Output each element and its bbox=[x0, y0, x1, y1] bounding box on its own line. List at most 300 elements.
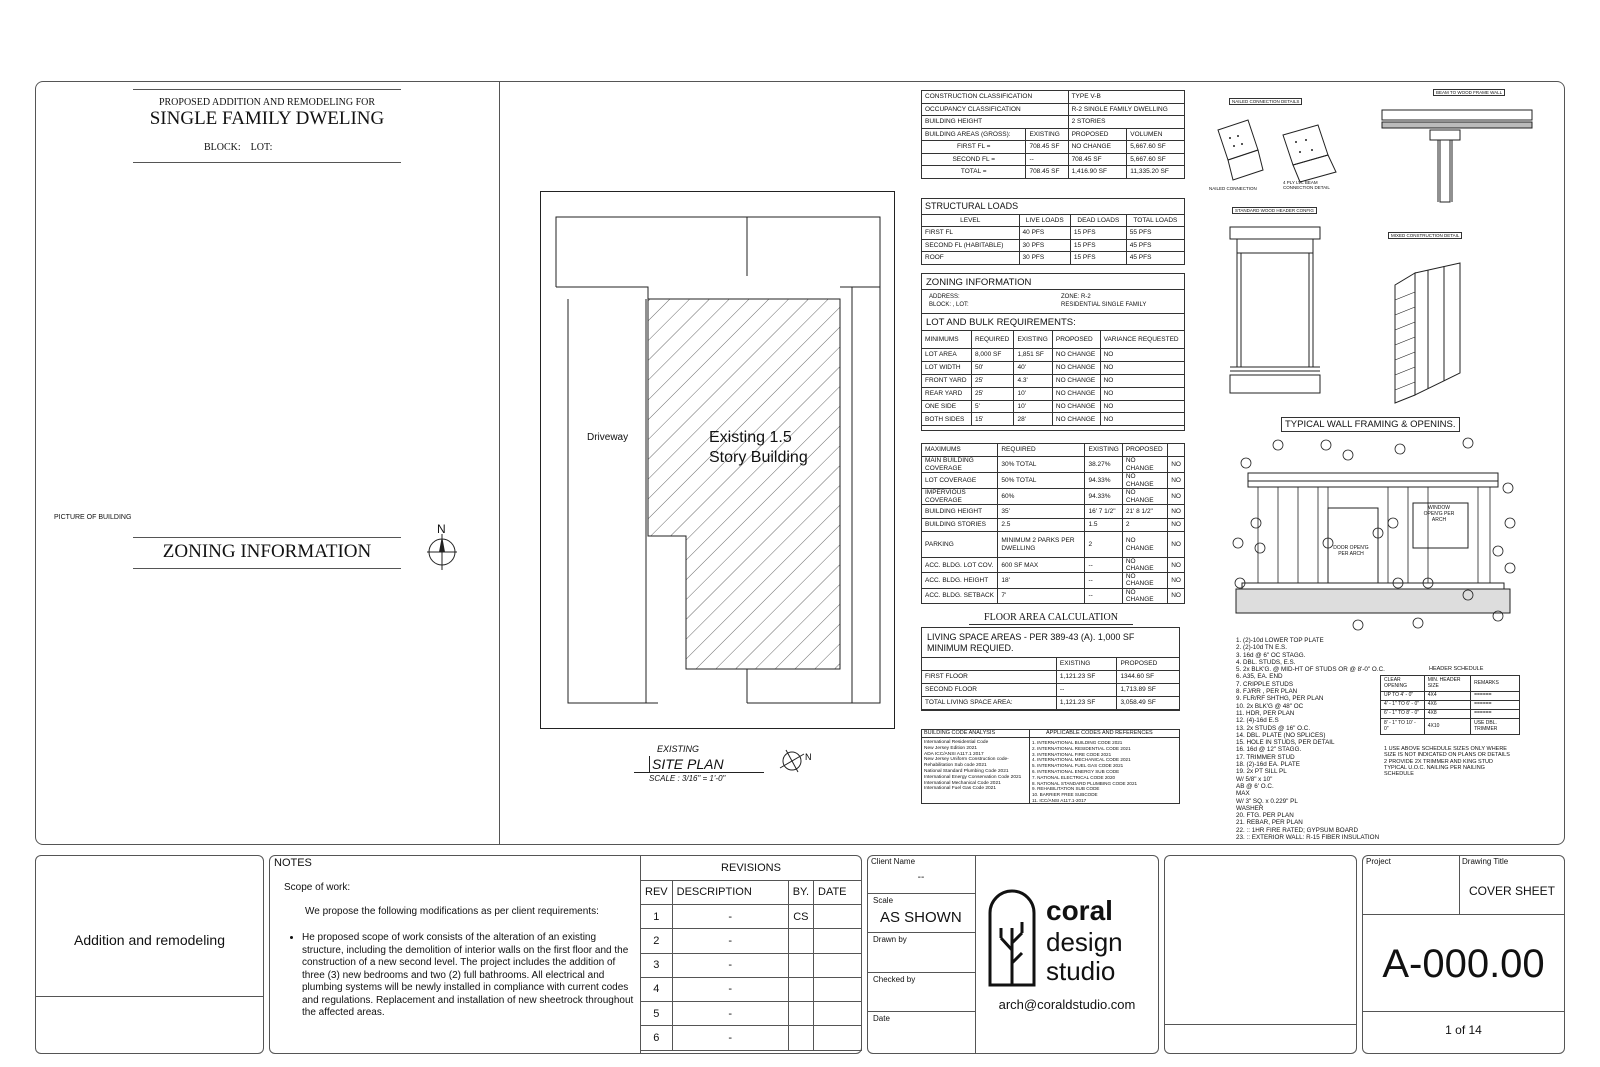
table-row bbox=[922, 361, 1185, 374]
list-item: WASHER bbox=[1236, 804, 1264, 812]
construction-table bbox=[921, 90, 1185, 179]
table-cell bbox=[922, 658, 1057, 671]
scale-label: Scale bbox=[873, 896, 894, 905]
table-cell: 15 PFS bbox=[1070, 227, 1126, 240]
scope-bullet: • He proposed scope of work consists of the alteration of an existing structure, including the demolition of interior walls on the first floor and the construction of a new second level. The project includes the addition of three (3) new bedrooms and two (2) full bathrooms. All electrical and plumbing systems will be newly installed in compliance with current codes and regulations. Replacement and installation of new sheetrock throughout the affected areas. bbox=[302, 932, 635, 1020]
north-label: N bbox=[437, 522, 446, 536]
site-plan-title: SITE PLAN bbox=[649, 756, 724, 772]
table-cell: CLEAR OPENING bbox=[1381, 676, 1425, 692]
table-row bbox=[922, 457, 1185, 473]
list-item: 6. INTERNATIONAL ENERGY SUB CODE bbox=[1032, 768, 1120, 774]
scope-of-work: Scope of work: bbox=[284, 882, 351, 893]
list-item: W/ 5/8" x 10" bbox=[1236, 775, 1273, 783]
list-item: 3. 16d @ 6" OC STAGG. bbox=[1236, 651, 1306, 659]
table-cell: VOLUMEN bbox=[1127, 128, 1185, 141]
table-cell: 30 PFS bbox=[1019, 239, 1070, 252]
table-row bbox=[922, 518, 1185, 532]
table-cell: 5 bbox=[641, 1002, 673, 1026]
living-space-heading: LIVING SPACE AREAS - PER 389-43 (A). 1,000 SF MINIMUM REQUIED. bbox=[927, 632, 1135, 653]
table-cell: 4X6 bbox=[1424, 701, 1470, 710]
scope-bullets bbox=[290, 932, 635, 1020]
table-row bbox=[922, 374, 1185, 387]
table-cell: R-2 SINGLE FAMILY DWELLING bbox=[1068, 103, 1184, 116]
table-cell: NO CHANGE bbox=[1052, 400, 1100, 413]
table-cell: 708.45 SF bbox=[1026, 141, 1068, 154]
list-item: International Residential Code bbox=[924, 740, 989, 745]
table-cell: PARKING bbox=[922, 532, 998, 558]
table-cell: NO CHANGE bbox=[1052, 349, 1100, 362]
list-item: 23. :: EXTERIOR WALL: R-15 FIBER INSULATION bbox=[1236, 834, 1380, 842]
picture-label: PICTURE OF BUILDING bbox=[54, 514, 132, 521]
table-row bbox=[641, 1026, 862, 1050]
list-item: 14. DBL. PLATE (NO SPLICES) bbox=[1236, 731, 1326, 739]
table-cell: MAIN BUILDING COVERAGE bbox=[922, 457, 998, 473]
table-row bbox=[922, 91, 1185, 104]
table-cell: NO CHANGE bbox=[1068, 141, 1127, 154]
table-cell: 5,667.60 SF bbox=[1127, 141, 1185, 154]
table-row bbox=[922, 215, 1185, 227]
table-row bbox=[1381, 701, 1520, 710]
table-cell: - bbox=[672, 1026, 788, 1050]
beam-wall-drawing bbox=[1380, 96, 1540, 206]
driveway-label: Driveway bbox=[587, 432, 629, 443]
table-cell: - bbox=[672, 905, 788, 929]
table-cell bbox=[814, 1002, 862, 1026]
table-cell: OCCUPANCY CLASSIFICATION bbox=[922, 103, 1069, 116]
coral-logo-icon bbox=[987, 888, 1037, 988]
studio-email: arch@coraldstudio.com bbox=[998, 997, 1136, 1012]
zoning-residential: RESIDENTIAL SINGLE FAMILY bbox=[1061, 302, 1147, 308]
table-cell: DEAD LOADS bbox=[1070, 215, 1126, 227]
table-cell: CS bbox=[788, 905, 813, 929]
frame-divider bbox=[499, 82, 500, 844]
site-north-icon bbox=[778, 748, 814, 774]
scale-value: AS SHOWN bbox=[880, 909, 962, 926]
table-cell: 60% bbox=[998, 489, 1085, 505]
wall-framing-title: TYPICAL WALL FRAMING & OPENINS. bbox=[1281, 417, 1460, 432]
table-cell: NO CHANGE bbox=[1052, 413, 1100, 426]
table-cell bbox=[788, 929, 813, 953]
table-cell: BUILDING AREAS (GROSS): bbox=[922, 128, 1026, 141]
site-plan-existing: EXISTING bbox=[657, 744, 700, 754]
table-cell: LEVEL bbox=[922, 215, 1020, 227]
table-cell: 45 PFS bbox=[1126, 239, 1184, 252]
table-cell: TYPE V-B bbox=[1068, 91, 1184, 104]
project-subtitle: PROPOSED ADDITION AND REMODELING FOR bbox=[158, 97, 376, 108]
block-lot: BLOCK: LOT: bbox=[204, 142, 273, 153]
lvl-beam-caption: 4 PLY LVL BEAM CONNECTION DETAIL bbox=[1283, 180, 1330, 190]
table-cell: TOTAL = bbox=[922, 166, 1026, 179]
list-item: 13. 2x STUDS @ 16" O.C. bbox=[1236, 724, 1311, 732]
table-cell: - bbox=[672, 953, 788, 977]
header-config-label: STANDARD WOOD HEADER CONFIG bbox=[1232, 207, 1317, 214]
list-item: International Energy Conservation Code 2021 bbox=[924, 774, 1022, 780]
table-cell: MINIMUMS bbox=[922, 331, 972, 349]
table-cell bbox=[788, 1002, 813, 1026]
drawing-title-label: Drawing Title bbox=[1462, 857, 1509, 866]
table-cell: SECOND FL (HABITABLE) bbox=[922, 239, 1020, 252]
table-cell: MINIMUM 2 PARKS PER DWELLING bbox=[998, 532, 1085, 558]
table-cell: LOT AREA bbox=[922, 349, 972, 362]
table-cell: NO bbox=[1168, 457, 1185, 473]
table-cell: SECOND FLOOR bbox=[922, 684, 1057, 697]
table-cell: DATE bbox=[814, 881, 862, 905]
table-cell: 35' bbox=[998, 505, 1085, 519]
table-cell: 25' bbox=[971, 387, 1014, 400]
table-cell: CONSTRUCTION CLASSIFICATION bbox=[922, 91, 1069, 104]
list-item: 2. INTERNATIONAL RESIDENTIAL CODE 2021 bbox=[1032, 745, 1131, 751]
table-cell: BUILDING STORIES bbox=[922, 518, 998, 532]
table-cell: ACC. BLDG. HEIGHT bbox=[922, 573, 998, 588]
nailed-connection-drawing bbox=[1208, 110, 1348, 188]
table-cell: NO CHANGE bbox=[1122, 558, 1167, 573]
table-cell: NO bbox=[1100, 361, 1184, 374]
table-cell: TOTAL LIVING SPACE AREA: bbox=[922, 697, 1057, 710]
table-row bbox=[922, 558, 1185, 573]
table-cell: 1,416.90 SF bbox=[1068, 166, 1127, 179]
table-cell: -- bbox=[1026, 153, 1068, 166]
zoning-heading: ZONING INFORMATION bbox=[162, 541, 372, 562]
table-cell: 10' bbox=[1014, 387, 1052, 400]
table-row bbox=[922, 227, 1185, 240]
table-cell: 5,667.60 SF bbox=[1127, 153, 1185, 166]
table-row bbox=[641, 881, 862, 905]
list-item: Rehabilitation Sub code 2021 bbox=[924, 763, 987, 769]
table-cell: BY. bbox=[788, 881, 813, 905]
list-item: 9. FLR/RF SHTHG, PER PLAN bbox=[1236, 695, 1324, 703]
table-row bbox=[922, 573, 1185, 588]
table-cell: REAR YARD bbox=[922, 387, 972, 400]
logo-line1: coral bbox=[1046, 895, 1113, 926]
table-cell: 15 PFS bbox=[1070, 239, 1126, 252]
table-cell: 45 PFS bbox=[1126, 252, 1184, 265]
table-cell: NO CHANGE bbox=[1122, 532, 1167, 558]
list-item: 21. REBAR, PER PLAN bbox=[1236, 819, 1303, 827]
table-cell bbox=[788, 1026, 813, 1050]
table-cell: 4 bbox=[641, 977, 673, 1001]
table-row bbox=[922, 444, 1185, 457]
table-cell: REV bbox=[641, 881, 673, 905]
table-cell: 11,335.20 SF bbox=[1127, 166, 1185, 179]
table-cell: 40 PFS bbox=[1019, 227, 1070, 240]
table-cell: MAXIMUMS bbox=[922, 444, 998, 457]
table-cell: 38.27% bbox=[1085, 457, 1122, 473]
header-schedule-title: HEADER SCHEDULE bbox=[1429, 666, 1484, 672]
framing-legend bbox=[1236, 637, 1385, 841]
table-cell: NO CHANGE bbox=[1122, 573, 1167, 588]
table-cell: SECOND FL = bbox=[922, 153, 1026, 166]
table-cell: 15 PFS bbox=[1070, 252, 1126, 265]
header-config-drawing bbox=[1225, 217, 1335, 397]
bulk-table bbox=[921, 330, 1185, 426]
table-cell: 600 SF MAX bbox=[998, 558, 1085, 573]
list-item: 1 USE ABOVE SCHEDULE SIZES ONLY WHERE SIZE IS NOT INDICATED ON PLANS OR DETAILS bbox=[1384, 746, 1510, 759]
table-cell: 15' bbox=[971, 413, 1014, 426]
list-item: 4. DBL. STUDS, E.S. bbox=[1236, 658, 1296, 666]
table-cell: VARIANCE REQUESTED bbox=[1100, 331, 1184, 349]
table-row bbox=[922, 532, 1185, 558]
table-cell: - bbox=[672, 1002, 788, 1026]
client-name-label: Client Name bbox=[871, 857, 916, 866]
list-item: 2. (2)-10d TN E.S. bbox=[1236, 644, 1287, 652]
table-cell: 16' 7 1/2" bbox=[1085, 505, 1122, 519]
list-item: 15. HOLE IN STUDS, PER DETAIL bbox=[1236, 739, 1335, 747]
list-item: 10. 2x BLK'G @ 48" OC bbox=[1236, 702, 1304, 710]
table-cell: LIVE LOADS bbox=[1019, 215, 1070, 227]
list-item: New Jersey Uniform Construction code- bbox=[924, 757, 1009, 763]
table-cell bbox=[814, 1026, 862, 1050]
table-cell: MIN. HEADER SIZE bbox=[1424, 676, 1470, 692]
site-plan-scale: SCALE : 3/16" = 1'-0" bbox=[649, 774, 726, 783]
logo-line3: studio bbox=[1046, 956, 1116, 986]
table-cell: 6 bbox=[641, 1026, 673, 1050]
table-row bbox=[922, 199, 1185, 215]
table-row bbox=[922, 331, 1185, 349]
table-cell: BUILDING HEIGHT bbox=[922, 505, 998, 519]
table-row bbox=[641, 953, 862, 977]
table-cell: 2.5 bbox=[998, 518, 1085, 532]
maximums-table bbox=[921, 443, 1185, 604]
list-item: 17. TRIMMER STUD bbox=[1236, 753, 1295, 761]
nailed-detail-label: NAILED CONNECTION DETAILS bbox=[1229, 98, 1302, 105]
list-item: 7. NATIONAL ELECTRICAL CODE 2020 bbox=[1032, 774, 1116, 780]
notes-label: NOTES bbox=[274, 857, 312, 869]
table-cell: EXISTING bbox=[1026, 128, 1068, 141]
table-cell: -- bbox=[1056, 684, 1117, 697]
table-row bbox=[922, 116, 1185, 129]
table-cell: 708.45 SF bbox=[1026, 166, 1068, 179]
table-cell: - bbox=[672, 929, 788, 953]
table-row bbox=[922, 252, 1185, 265]
table-cell: PROPOSED bbox=[1052, 331, 1100, 349]
revisions-table bbox=[640, 880, 862, 1051]
table-row bbox=[922, 489, 1185, 505]
zoning-zone: ZONE: R-2 bbox=[1061, 294, 1091, 300]
building-label: Existing 1.5 Story Building bbox=[709, 429, 808, 466]
table-cell: 1,121.23 SF bbox=[1056, 697, 1117, 710]
list-item: 12. (4)-16d E.S bbox=[1236, 717, 1279, 725]
table-row bbox=[922, 658, 1180, 671]
list-item: 8. FJ/RR , PER PLAN bbox=[1236, 688, 1298, 696]
table-cell: 7' bbox=[998, 588, 1085, 603]
table-cell: NO CHANGE bbox=[1052, 387, 1100, 400]
table-cell: EXISTING bbox=[1056, 658, 1117, 671]
table-cell: NO CHANGE bbox=[1052, 361, 1100, 374]
table-cell: LOT WIDTH bbox=[922, 361, 972, 374]
table-row bbox=[1381, 692, 1520, 701]
list-item: International Fuel Gas Code 2021 bbox=[924, 786, 997, 792]
table-cell: NO CHANGE bbox=[1122, 457, 1167, 473]
table-cell: DESCRIPTION bbox=[672, 881, 788, 905]
table-row bbox=[922, 141, 1185, 154]
table-cell: 4X10 bbox=[1424, 719, 1470, 735]
list-item: 11. HDR, PER PLAN bbox=[1236, 709, 1295, 717]
list-item: 6. A35, EA. END bbox=[1236, 673, 1283, 681]
list-item: 10. BARRIER FREE SUBCODE bbox=[1032, 792, 1098, 798]
table-cell: NO bbox=[1168, 489, 1185, 505]
table-row bbox=[922, 103, 1185, 116]
table-row bbox=[641, 977, 862, 1001]
table-row bbox=[922, 153, 1185, 166]
table-row bbox=[922, 166, 1185, 179]
list-item: 11. ICC/ANSI A117.1-2017 bbox=[1032, 797, 1087, 803]
zoning-info-title: ZONING INFORMATION bbox=[926, 277, 1032, 288]
list-item: MAX bbox=[1236, 790, 1250, 798]
drawn-by-label: Drawn by bbox=[873, 935, 907, 944]
table-cell: - bbox=[672, 977, 788, 1001]
scope-proposal: We propose the following modifications as per client requirements: bbox=[305, 906, 599, 917]
table-cell: 2 bbox=[641, 929, 673, 953]
list-item: ADA ICC/ANSI A117.1 2017 bbox=[924, 751, 984, 757]
table-cell: NO bbox=[1168, 473, 1185, 489]
list-item: 5. INTERNATIONAL FUEL GAS CODE 2021 bbox=[1032, 763, 1124, 769]
list-item: 2 PROVIDE 2X TRIMMER AND KING STUD TYPICAL U.O.C. NAILING PER NAILING SCHEDULE bbox=[1384, 758, 1494, 778]
table-cell: 3 bbox=[641, 953, 673, 977]
table-cell: 10' bbox=[1014, 400, 1052, 413]
table-cell: BOTH SIDES bbox=[922, 413, 972, 426]
client-name-value: -- bbox=[917, 872, 925, 883]
table-cell: NO bbox=[1100, 374, 1184, 387]
table-cell: PROPOSED bbox=[1117, 658, 1180, 671]
lot-bulk-title: LOT AND BULK REQUIREMENTS: bbox=[926, 317, 1076, 328]
table-cell: NO bbox=[1168, 588, 1185, 603]
table-cell: NO bbox=[1168, 558, 1185, 573]
nailed-connection-caption: NAILED CONNECTION bbox=[1209, 186, 1257, 191]
table-cell: NO bbox=[1168, 573, 1185, 588]
table-cell: ROOF bbox=[922, 252, 1020, 265]
table-cell: ACC. BLDG. SETBACK bbox=[922, 588, 998, 603]
list-item: 1. (2)-10d LOWER TOP PLATE bbox=[1236, 637, 1324, 644]
table-cell: 28' bbox=[1014, 413, 1052, 426]
table-row bbox=[922, 400, 1185, 413]
mixed-construction-label: MIXED CONSTRUCTION DETAIL bbox=[1388, 232, 1462, 239]
table-cell: FIRST FL bbox=[922, 227, 1020, 240]
table-cell: 4' - 1" TO 6' - 0" bbox=[1381, 701, 1425, 710]
table-cell: 25' bbox=[971, 374, 1014, 387]
list-item: 3. INTERNATIONAL FIRE CODE 2021 bbox=[1032, 751, 1112, 757]
list-item: AB @ 6' O.C. bbox=[1236, 782, 1274, 790]
list-item: 9. REHABILITATION SUB CODE bbox=[1032, 786, 1100, 792]
table-cell: NO CHANGE bbox=[1122, 473, 1167, 489]
table-cell: 21' 8 1/2" bbox=[1122, 505, 1167, 519]
table-cell: 4X8 bbox=[1424, 710, 1470, 719]
list-item: 5. 2x BLK'G. @ MID-HT OF STUDS OR @ 8'-0" O.C. bbox=[1236, 666, 1385, 674]
table-cell: 3,058.49 SF bbox=[1117, 697, 1180, 710]
table-cell: BUILDING HEIGHT bbox=[922, 116, 1069, 129]
table-cell: 708.45 SF bbox=[1068, 153, 1127, 166]
zoning-block: BLOCK: , LOT: bbox=[929, 302, 969, 308]
table-cell bbox=[814, 977, 862, 1001]
table-cell: IMPERVIOUS COVERAGE bbox=[922, 489, 998, 505]
table-cell: FRONT YARD bbox=[922, 374, 972, 387]
table-cell: FIRST FL = bbox=[922, 141, 1026, 154]
table-cell: PROPOSED bbox=[1122, 444, 1167, 457]
date-label: Date bbox=[873, 1014, 890, 1023]
table-cell: 4X4 bbox=[1424, 692, 1470, 701]
table-cell: NO CHANGE bbox=[1122, 588, 1167, 603]
table-cell: 1344.60 SF bbox=[1117, 671, 1180, 684]
table-cell: NO CHANGE bbox=[1052, 374, 1100, 387]
table-cell: EXISTING bbox=[1014, 331, 1052, 349]
list-item: 16. 16d @ 12" STAGG. bbox=[1236, 746, 1302, 754]
list-item: 20. FTG. PER PLAN bbox=[1236, 812, 1294, 820]
table-cell: 18' bbox=[998, 573, 1085, 588]
table-cell: 2 STORIES bbox=[1068, 116, 1184, 129]
table-cell bbox=[788, 953, 813, 977]
table-cell: 50% TOTAL bbox=[998, 473, 1085, 489]
table-cell: FIRST FLOOR bbox=[922, 671, 1057, 684]
list-item: 1. INTERNATIONAL BUILDING CODE 2021 bbox=[1032, 740, 1123, 745]
applicable-codes-list bbox=[1032, 740, 1137, 804]
mixed-construction-drawing bbox=[1390, 255, 1480, 405]
structural-loads-table bbox=[921, 198, 1185, 265]
table-cell: REMARKS bbox=[1471, 676, 1520, 692]
drawing-title: COVER SHEET bbox=[1468, 884, 1555, 898]
table-cell: LOT COVERAGE bbox=[922, 473, 998, 489]
table-cell: -- bbox=[1085, 573, 1122, 588]
table-cell: NO bbox=[1100, 387, 1184, 400]
checked-by-label: Checked by bbox=[873, 975, 916, 984]
table-cell: 1,713.89 SF bbox=[1117, 684, 1180, 697]
floor-area-title: FLOOR AREA CALCULATION bbox=[984, 612, 1118, 623]
code-analysis-list bbox=[924, 740, 1021, 792]
table-cell: 2 bbox=[1122, 518, 1167, 532]
table-cell: TOTAL LOADS bbox=[1126, 215, 1184, 227]
table-cell: 94.33% bbox=[1085, 489, 1122, 505]
table-cell: NO bbox=[1100, 400, 1184, 413]
table-cell: -- bbox=[1085, 558, 1122, 573]
table-row bbox=[922, 239, 1185, 252]
header-schedule-table bbox=[1380, 675, 1520, 735]
table-cell bbox=[814, 929, 862, 953]
table-cell: 50' bbox=[971, 361, 1014, 374]
table-cell: REQUIRED bbox=[971, 331, 1014, 349]
table-cell: NO bbox=[1100, 413, 1184, 426]
table-row bbox=[922, 473, 1185, 489]
table-row bbox=[922, 697, 1180, 710]
beam-detail-label: BEAM TO WOOD FRAME WALL bbox=[1433, 89, 1505, 96]
table-cell: 5' bbox=[971, 400, 1014, 413]
table-cell: 4.3' bbox=[1014, 374, 1052, 387]
wall-framing-drawing bbox=[1228, 433, 1518, 633]
table-row bbox=[641, 1002, 862, 1026]
table-cell: EXISTING bbox=[1085, 444, 1122, 457]
table-row bbox=[922, 128, 1185, 141]
table-cell: NO bbox=[1168, 505, 1185, 519]
table-row bbox=[922, 671, 1180, 684]
table-cell: -- bbox=[1085, 588, 1122, 603]
table-row bbox=[1381, 676, 1520, 692]
window-opening-label: WINDOW OPEN'G PER ARCH bbox=[1423, 505, 1455, 523]
table-cell: ====== bbox=[1471, 692, 1520, 701]
table-cell: ====== bbox=[1471, 710, 1520, 719]
table-row bbox=[922, 413, 1185, 426]
table-cell: PROPOSED bbox=[1068, 128, 1127, 141]
list-item: 4. INTERNATIONAL MECHANICAL CODE 2021 bbox=[1032, 757, 1131, 763]
table-cell: 55 PFS bbox=[1126, 227, 1184, 240]
table-cell: 2 bbox=[1085, 532, 1122, 558]
table-cell: 1,851 SF bbox=[1014, 349, 1052, 362]
table-cell: 94.33% bbox=[1085, 473, 1122, 489]
table-cell: NO bbox=[1100, 349, 1184, 362]
table-cell: NO bbox=[1168, 518, 1185, 532]
table-row bbox=[641, 905, 862, 929]
code-analysis-title: BUILDING CODE ANALYSIS bbox=[924, 730, 996, 736]
table-cell: NO CHANGE bbox=[1122, 489, 1167, 505]
table-row bbox=[1381, 710, 1520, 719]
table-row bbox=[922, 387, 1185, 400]
list-item: International Mechanical Code 2021 bbox=[924, 780, 1001, 786]
